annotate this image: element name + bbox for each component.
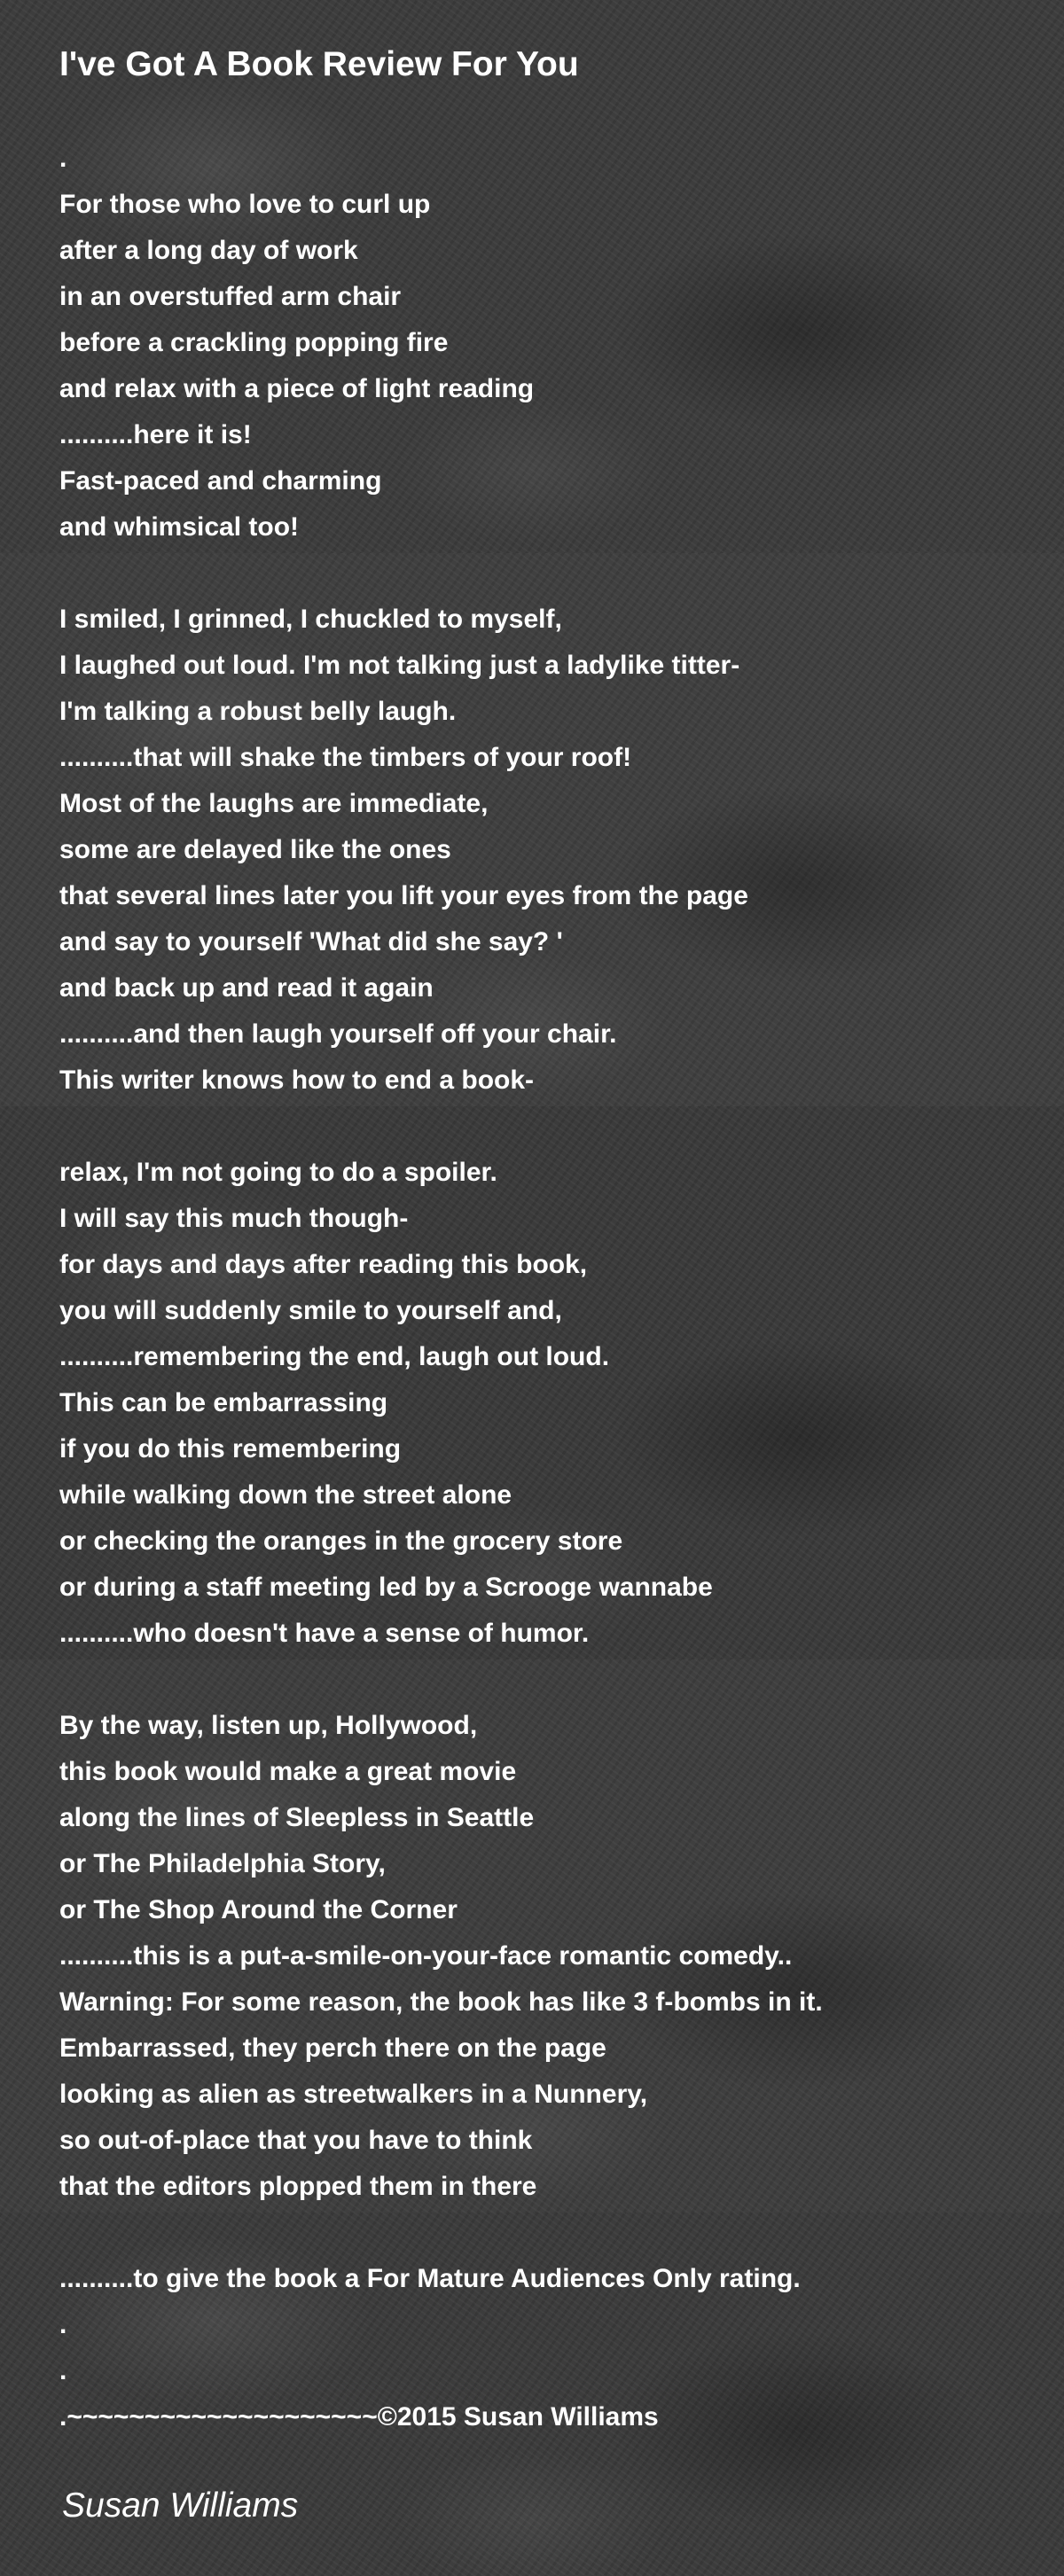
- poem-stanza: [59, 2256, 1035, 2440]
- poem-line: and say to yourself 'What did she say? ': [59, 927, 563, 956]
- poem-line: that several lines later you lift your eyes from the page: [59, 881, 748, 910]
- poem-line: or The Shop Around the Corner: [59, 1895, 458, 1924]
- poem-line: and whimsical too!: [59, 512, 300, 542]
- poem-line: for days and days after reading this book,: [59, 1250, 588, 1279]
- poem-line: Most of the laughs are immediate,: [59, 789, 489, 818]
- poem-stanza: [59, 136, 1035, 550]
- poem-stanza: [59, 1703, 1035, 2210]
- poem-line: By the way, listen up, Hollywood,: [59, 1711, 478, 1740]
- poem-line: if you do this remembering: [59, 1434, 402, 1464]
- poem-line: ..........who doesn't have a sense of humor.: [59, 1619, 590, 1648]
- poem-line: some are delayed like the ones: [59, 835, 451, 864]
- poem-line: so out-of-place that you have to think: [59, 2126, 533, 2155]
- poem-line: and back up and read it again: [59, 973, 434, 1003]
- poem-line: Embarrassed, they perch there on the page: [59, 2033, 606, 2063]
- poem-line: This can be embarrassing: [59, 1388, 388, 1417]
- poem-line: that the editors plopped them in there: [59, 2172, 537, 2201]
- poem-line: .~~~~~~~~~~~~~~~~~~~~©2015 Susan Williams: [59, 2402, 659, 2432]
- poem-line: looking as alien as streetwalkers in a Nunnery,: [59, 2080, 648, 2109]
- poem-title: I've Got A Book Review For You: [59, 45, 579, 83]
- stanza-break: [59, 2210, 1035, 2256]
- stanza-break: [59, 1104, 1035, 1150]
- poem-line: ..........to give the book a For Mature Audiences Only rating.: [59, 2264, 801, 2293]
- poem-line: Fast-paced and charming: [59, 466, 382, 496]
- poem-line: or checking the oranges in the grocery store: [59, 1526, 623, 1556]
- poem-line: ..........and then laugh yourself off your chair.: [59, 1019, 617, 1049]
- stanza-break: [59, 1657, 1035, 1703]
- poem-author: Susan Williams: [62, 2486, 299, 2525]
- poem-line: relax, I'm not going to do a spoiler.: [59, 1158, 497, 1187]
- poem-line: .: [59, 144, 67, 173]
- poem-line: .: [59, 2310, 67, 2339]
- poem-stanza: [59, 597, 1035, 1104]
- stanza-break: [59, 550, 1035, 597]
- poem-line: along the lines of Sleepless in Seattle: [59, 1803, 535, 1832]
- poem-line: or during a staff meeting led by a Scrooge wannabe: [59, 1573, 713, 1602]
- poem-line: and relax with a piece of light reading: [59, 374, 535, 403]
- poem-line: you will suddenly smile to yourself and,: [59, 1296, 562, 1325]
- poem-line: before a crackling popping fire: [59, 328, 449, 357]
- poem-line: Warning: For some reason, the book has like 3 f-bombs in it.: [59, 1987, 823, 2017]
- poem-line: .: [59, 2356, 67, 2385]
- poem-line: I will say this much though-: [59, 1204, 409, 1233]
- poem-line: I laughed out loud. I'm not talking just a ladylike titter-: [59, 651, 740, 680]
- poem-line: I smiled, I grinned, I chuckled to myself,: [59, 605, 562, 634]
- poem-line: For those who love to curl up: [59, 190, 431, 219]
- poem-line: ..........here it is!: [59, 420, 252, 449]
- poem-body: [59, 136, 1035, 2440]
- poem-stanza: [59, 1150, 1035, 1657]
- poem-line: This writer knows how to end a book-: [59, 1066, 535, 1095]
- poem-line: in an overstuffed arm chair: [59, 282, 402, 311]
- poem-line: this book would make a great movie: [59, 1757, 517, 1786]
- poem-line: ..........remembering the end, laugh out loud.: [59, 1342, 610, 1371]
- poem-line: ..........this is a put-a-smile-on-your-face romantic comedy..: [59, 1941, 793, 1971]
- poem-line: I'm talking a robust belly laugh.: [59, 697, 457, 726]
- poem-line: after a long day of work: [59, 236, 358, 265]
- poem-line: while walking down the street alone: [59, 1480, 512, 1510]
- poem-line: ..........that will shake the timbers of your roof!: [59, 743, 632, 772]
- poem-line: or The Philadelphia Story,: [59, 1849, 386, 1878]
